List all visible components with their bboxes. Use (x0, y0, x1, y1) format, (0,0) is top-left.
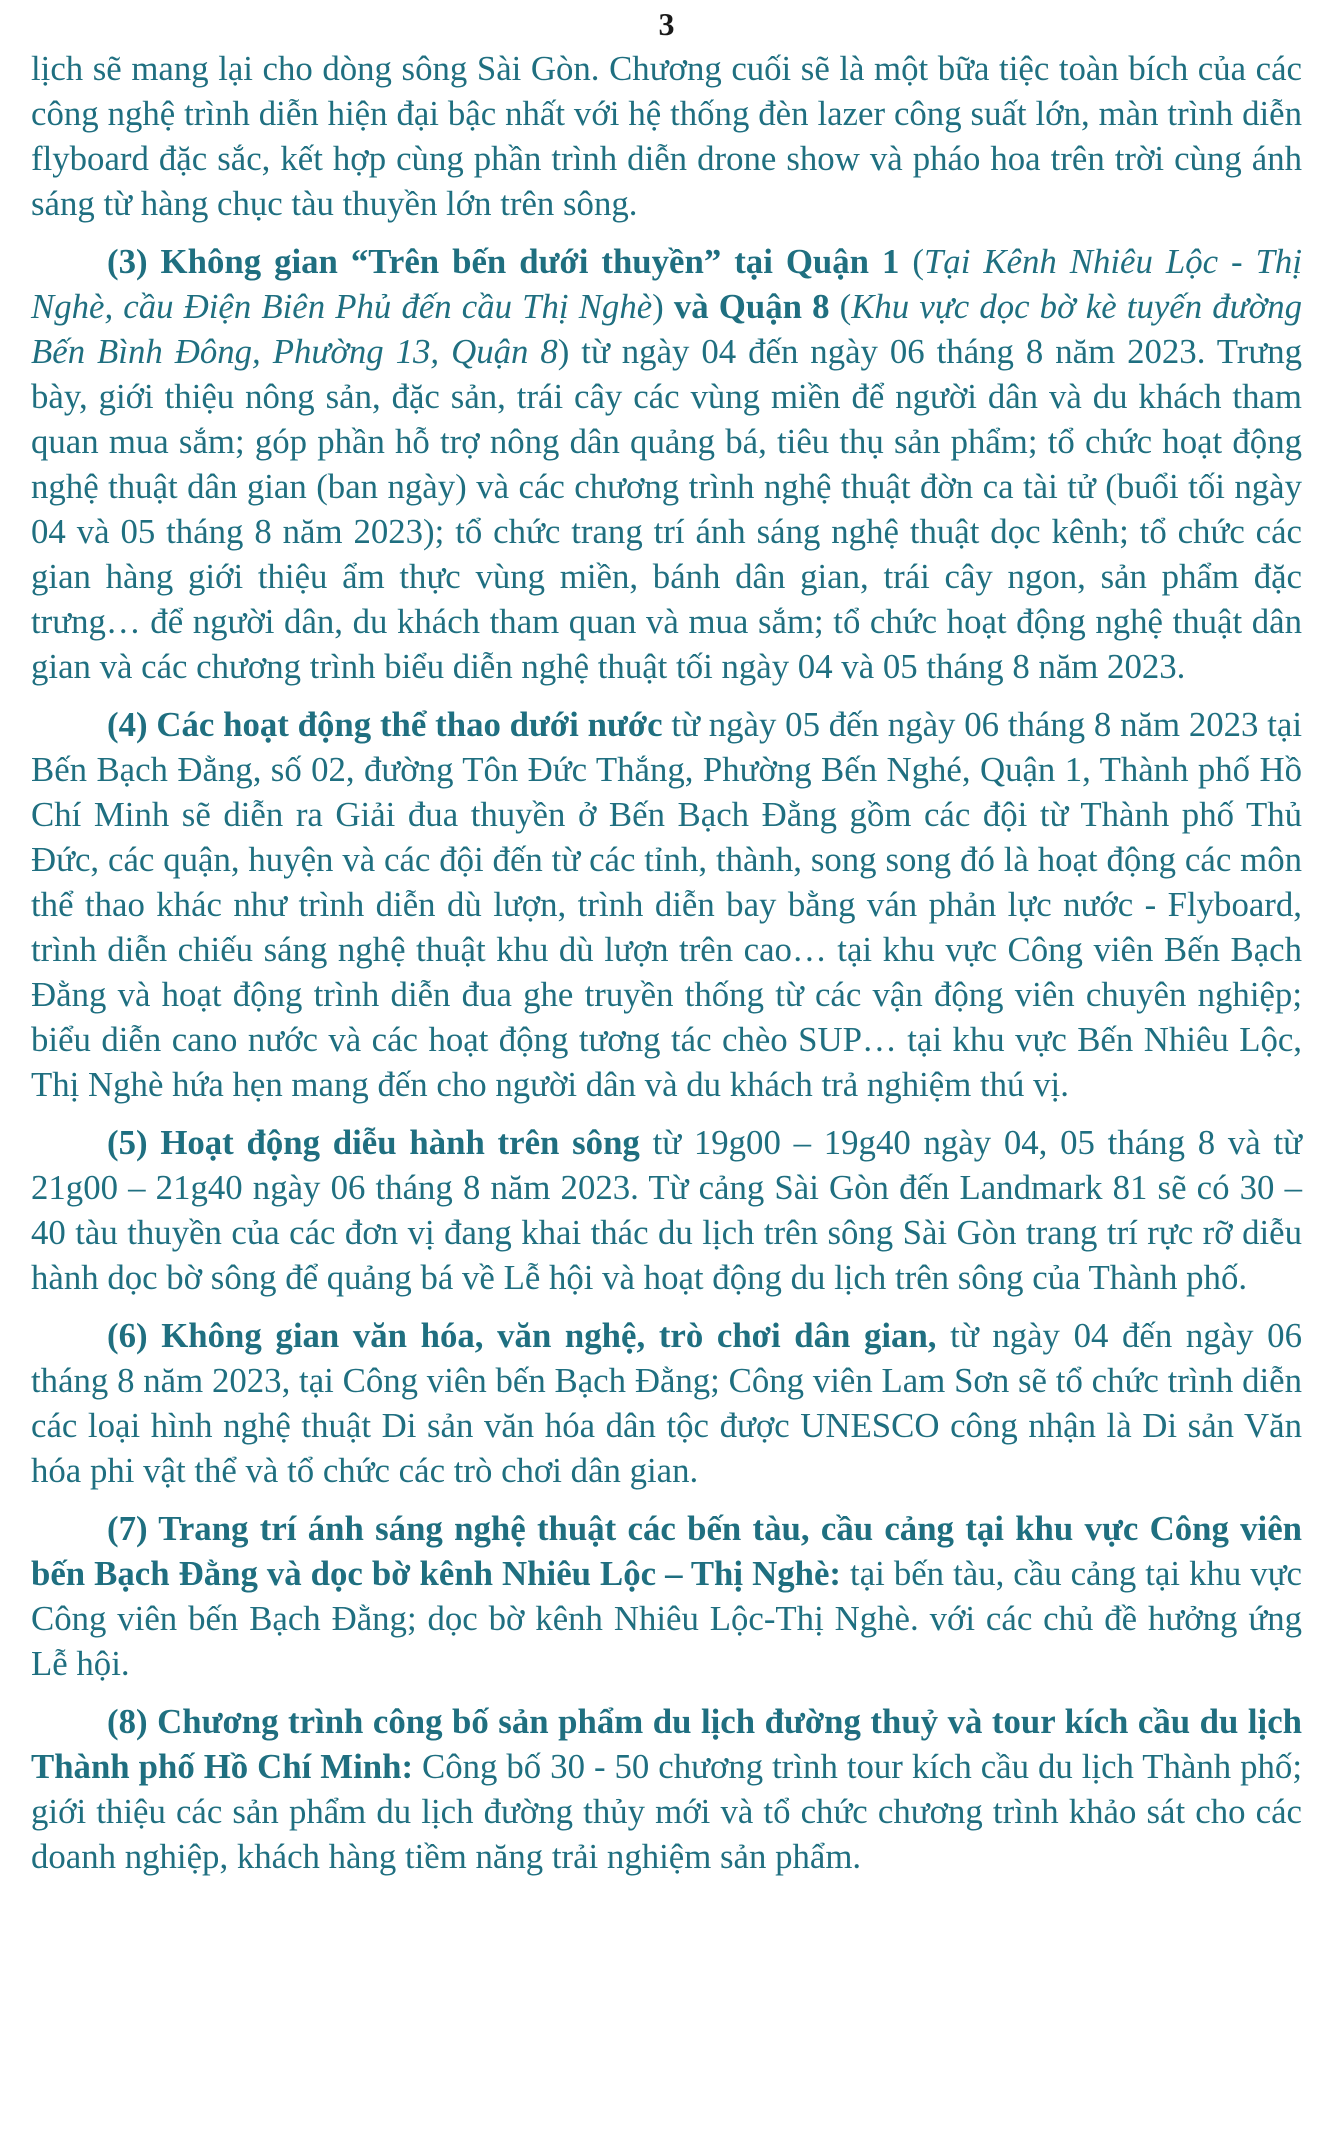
location-text: Tại Kênh Nhiêu Lộc - Thị Nghè, cầu Điện Biên Phủ đến cầu Thị Nghè (31, 242, 1302, 326)
paragraph-item-5 (31, 1120, 1302, 1300)
paragraph-item-6 (31, 1313, 1302, 1493)
paragraph-item-3 (31, 239, 1302, 689)
paragraph-text: lịch sẽ mang lại cho dòng sông Sài Gòn. Chương cuối sẽ là một bữa tiệc toàn bích của các công nghệ trình diễn hiện đại bậc nhất với hệ thống đèn lazer công suất lớn, màn trình diễn flyboard đặc sắc, kết hợp cùng phần trình diễn drone show và pháo hoa trên trời cùng ánh sáng từ hàng chục tàu thuyền lớn trên sông. (31, 49, 1302, 223)
item-heading: (7) Trang trí ánh sáng nghệ thuật các bến tàu, cầu cảng tại khu vực Công viên bến Bạch Đằng và dọc bờ kênh Nhiêu Lộc – Thị Nghè: (31, 1509, 1302, 1593)
paragraph-item-4 (31, 702, 1302, 1107)
paragraph-text: ) (652, 287, 674, 326)
paragraph-text: từ ngày 04 đến ngày 06 tháng 8 năm 2023, tại Công viên bến Bạch Đằng; Công viên Lam Sơn sẽ tổ chức trình diễn các loại hình nghệ thuật Di sản văn hóa dân tộc được UNESCO công nhận là Di sản Văn hóa phi vật thể và tổ chức các trò chơi dân gian. (31, 1316, 1302, 1490)
item-heading: (8) Chương trình công bố sản phẩm du lịch đường thuỷ và tour kích cầu du lịch Thành phố Hồ Chí Minh: (31, 1702, 1302, 1786)
page-number: 3 (658, 6, 675, 42)
paragraph-item-7 (31, 1506, 1302, 1686)
paragraph-text: Công bố 30 - 50 chương trình tour kích cầu du lịch Thành phố; giới thiệu các sản phẩm du lịch đường thủy mới và tổ chức chương trình khảo sát cho các doanh nghiệp, khách hàng tiềm năng trải nghiệm sản phẩm. (31, 1747, 1302, 1876)
paragraph-text: từ ngày 05 đến ngày 06 tháng 8 năm 2023 tại Bến Bạch Đằng, số 02, đường Tôn Đức Thắng, Phường Bến Nghé, Quận 1, Thành phố Hồ Chí Minh sẽ diễn ra Giải đua thuyền ở Bến Bạch Đằng gồm các đội từ Thành phố Thủ Đức, các quận, huyện và các đội đến từ các tỉnh, thành, song song đó là hoạt động các môn thể thao khác như trình diễn dù lượn, trình diễn bay bằng ván phản lực nước - Flyboard, trình diễn chiếu sáng nghệ thuật khu dù lượn trên cao… tại khu vực Công viên Bến Bạch Đằng và hoạt động trình diễn đua ghe truyền thống từ các vận động viên chuyên nghiệp; biểu diễn cano nước và các hoạt động tương tác chèo SUP… tại khu vực Bến Nhiêu Lộc, Thị Nghè hứa hẹn mang đến cho người dân và du khách trả nghiệm thú vị. (31, 705, 1303, 1104)
paragraph-text: tại bến tàu, cầu cảng tại khu vực Công viên bến Bạch Đằng; dọc bờ kênh Nhiêu Lộc-Thị Nghè. với các chủ đề hưởng ứng Lễ hội. (31, 1554, 1303, 1683)
paragraph-text: ( (899, 242, 924, 281)
paragraph-continuation (31, 46, 1302, 226)
paragraph-item-8 (31, 1699, 1302, 1879)
paragraph-text: từ 19g00 – 19g40 ngày 04, 05 tháng 8 và từ 21g00 – 21g40 ngày 06 tháng 8 năm 2023. Từ cảng Sài Gòn đến Landmark 81 sẽ có 30 – 40 tàu thuyền của các đơn vị đang khai thác du lịch trên sông Sài Gòn trang trí rực rỡ diễu hành dọc bờ sông để quảng bá về Lễ hội và hoạt động du lịch trên sông của Thành phố. (31, 1123, 1302, 1297)
item-heading: (5) Hoạt động diễu hành trên sông (107, 1123, 640, 1162)
location-text: Khu vực dọc bờ kè tuyến đường Bến Bình Đông, Phường 13, Quận 8 (31, 287, 1302, 371)
item-heading: (3) Không gian “Trên bến dưới thuyền” tại Quận 1 (107, 242, 900, 281)
item-heading: (4) Các hoạt động thể thao dưới nước (107, 705, 663, 744)
item-heading: (6) Không gian văn hóa, văn nghệ, trò chơi dân gian, (107, 1316, 937, 1355)
bold-location: và Quận 8 (673, 287, 830, 326)
paragraph-text: ) từ ngày 04 đến ngày 06 tháng 8 năm 2023. Trưng bày, giới thiệu nông sản, đặc sản, trái cây các vùng miền để người dân và du khách tham quan mua sắm; góp phần hỗ trợ nông dân quảng bá, tiêu thụ sản phẩm; tổ chức hoạt động nghệ thuật dân gian (ban ngày) và các chương trình nghệ thuật đờn ca tài tử (buổi tối ngày 04 và 05 tháng 8 năm 2023); tổ chức trang trí ánh sáng nghệ thuật dọc kênh; tổ chức các gian hàng giới thiệu ẩm thực vùng miền, bánh dân gian, trái cây ngon, sản phẩm đặc trưng… để người dân, du khách tham quan và mua sắm; tổ chức hoạt động nghệ thuật dân gian và các chương trình biểu diễn nghệ thuật tối ngày 04 và 05 tháng 8 năm 2023. (31, 332, 1302, 686)
paragraph-text: ( (829, 287, 852, 326)
